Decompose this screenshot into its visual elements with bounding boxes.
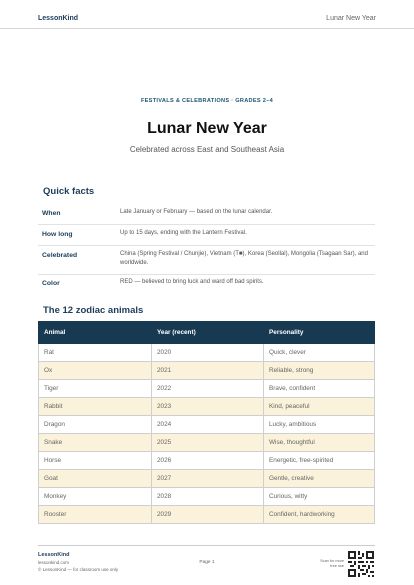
fact-label: When [42,210,61,217]
fact-row-celebrated [38,246,375,275]
animal-cell: Goat [39,470,152,488]
animal-cell: Ox [39,362,152,380]
year-cell: 2029 [152,506,264,524]
personality-cell: Lucky, ambitious [264,416,375,434]
personality-cell: Reliable, strong [264,362,375,380]
year-cell: 2026 [152,452,264,470]
footer-site-link[interactable]: lessonkind.com [38,560,70,565]
column-header: Animal [39,322,152,344]
year-cell: 2028 [152,488,264,506]
personality-cell: Energetic, free-spirited [264,452,375,470]
page-header [0,0,414,29]
personality-cell: Wise, thoughtful [264,434,375,452]
table-row [39,506,375,524]
personality-cell: Brave, confident [264,380,375,398]
table-row [39,344,375,362]
year-cell: 2022 [152,380,264,398]
personality-cell: Quick, clever [264,344,375,362]
table-row [39,434,375,452]
personality-cell: Curious, witty [264,488,375,506]
animal-cell: Rat [39,344,152,362]
personality-cell: Confident, hardworking [264,506,375,524]
animal-cell: Tiger [39,380,152,398]
year-cell: 2021 [152,362,264,380]
qr-caption: Scan for more free use [320,559,344,568]
personality-cell: Gentle, creative [264,470,375,488]
page-title: Lunar New Year [147,120,267,137]
footer-copyright: © LessonKind — for classroom use only [38,567,119,572]
fact-row-when [38,203,375,225]
year-cell: 2025 [152,434,264,452]
table-row [39,488,375,506]
fact-value: Up to 15 days, ending with the Lantern Festival. [120,230,247,236]
fact-label: Color [42,280,60,287]
fact-value: Late January or February — based on the lunar calendar. [120,209,273,215]
table-row [39,452,375,470]
animal-cell: Horse [39,452,152,470]
brand-logo-text[interactable]: LessonKind [38,15,79,22]
year-cell: 2027 [152,470,264,488]
animal-cell: Monkey [39,488,152,506]
kicker-label: FESTIVALS & CELEBRATIONS · GRADES 2–4 [140,98,274,104]
animal-cell: Dragon [39,416,152,434]
page-subtitle: Celebrated across East and Southeast Asia [129,145,285,154]
personality-cell: Kind, peaceful [264,398,375,416]
zodiac-heading: The 12 zodiac animals [43,305,144,316]
column-header: Year (recent) [152,322,264,344]
table-row [39,416,375,434]
table-header-row [39,322,375,344]
table-row [39,362,375,380]
header-page-title: Lunar New Year [326,15,376,22]
table-row [39,470,375,488]
quick-facts-table [38,203,375,294]
animal-cell: Snake [39,434,152,452]
animal-cell: Rabbit [39,398,152,416]
fact-row-how-long [38,225,375,246]
zodiac-table [38,321,375,524]
fact-row-color [38,275,375,294]
footer-brand: LessonKind [38,552,70,558]
column-header: Personality [264,322,375,344]
page-number: Page 1 [199,560,215,565]
qr-code-icon [348,551,374,577]
footer-divider [38,545,375,546]
year-cell: 2024 [152,416,264,434]
fact-label: Celebrated [42,252,78,259]
fact-value: China (Spring Festival / Chunjie), Vietnam (T■), Korea (Seollal), Mongolia (Tsagaan Sar), and worldwide. [120,251,368,266]
fact-value: RED — believed to bring luck and ward off bad spirits. [120,279,264,285]
animal-cell: Rooster [39,506,152,524]
quick-facts-heading: Quick facts [43,186,95,197]
year-cell: 2020 [152,344,264,362]
year-cell: 2023 [152,398,264,416]
fact-label: How long [42,231,73,238]
table-row [39,398,375,416]
table-row [39,380,375,398]
